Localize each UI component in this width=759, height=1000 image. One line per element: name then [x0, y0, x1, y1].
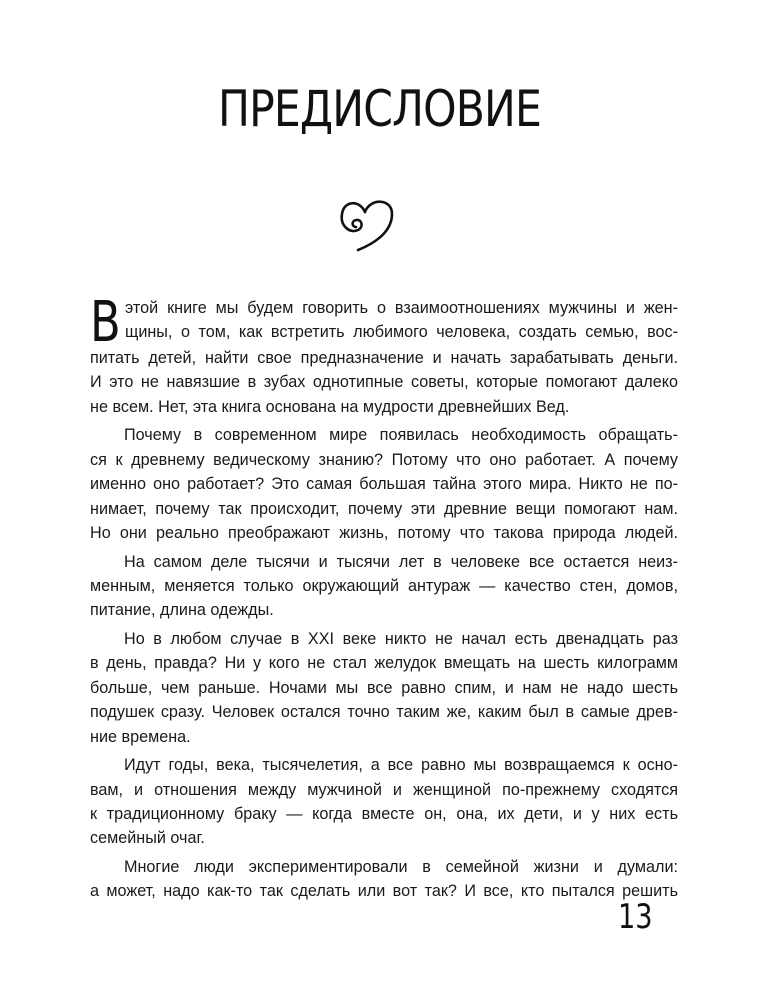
text-line: Но они реально преображают жизнь, потому что такова природа людей.: [90, 524, 678, 543]
body-text: [90, 290, 678, 908]
text-line: больше, чем раньше. Ночами мы все равно спим, и нам не надо шесть: [90, 678, 678, 697]
text-line: ние времена.: [90, 727, 191, 746]
text-line: питание, длина одежды.: [90, 601, 274, 620]
text-line: менным, меняется только окружающий антураж — качество стен, домов,: [90, 577, 678, 596]
intro-paragraph: [90, 290, 678, 419]
page-number: 13: [618, 897, 653, 937]
text-line: этой книге мы будем говорить о взаимоотношениях мужчины и жен-: [125, 299, 678, 317]
chapter-title: ПРЕДИСЛОВИЕ: [218, 80, 541, 138]
text-line: Но в любом случае в XXI веке никто не начал есть двенадцать раз: [124, 630, 678, 649]
text-line: подушек сразу. Человек остался точно таким же, каким был в самые древ-: [90, 703, 678, 722]
text-line: И это не навязшие в зубах однотипные советы, которые помогают далеко: [90, 373, 678, 392]
text-line: Почему в современном мире появилась необходимость обращать-: [124, 426, 678, 445]
text-line: Многие люди экспериментировали в семейной жизни и думали:: [124, 858, 678, 877]
text-line: к традиционному браку — когда вместе он, она, их дети, и у них есть: [90, 805, 678, 824]
text-line: в день, правда? Ни у кого не стал желудок вмещать на шесть килограмм: [90, 654, 678, 673]
text-line: семейный очаг.: [90, 829, 205, 848]
text-line: а может, надо как-то так сделать или вот так? И все, кто пытался решить: [90, 882, 678, 901]
paragraph: [90, 423, 678, 545]
text-line: не всем. Нет, эта книга основана на мудрости древнейших Вед.: [90, 397, 570, 416]
text-line: На самом деле тысячи и тысячи лет в человеке все остается неиз-: [124, 552, 678, 571]
text-line: щины, о том, как встретить любимого человека, создать семью, вос-: [125, 323, 678, 342]
text-line: вам, и отношения между мужчиной и женщиной по-прежнему сходятся: [90, 780, 678, 799]
heart-swirl-ornament-icon: [330, 190, 400, 260]
text-line: именно оно работает? Это самая большая тайна этого мира. Никто не по-: [90, 475, 678, 494]
text-line: ся к древнему ведическому знанию? Потому что оно работает. А почему: [90, 450, 678, 469]
paragraph: [90, 855, 678, 904]
drop-cap: В: [90, 290, 121, 355]
paragraph: [90, 627, 678, 749]
text-line: нимает, почему так происходит, почему эти древние вещи помогают нам.: [90, 499, 678, 518]
paragraph: [90, 550, 678, 623]
text-line: питать детей, найти свое предназначение и начать зарабатывать деньги.: [90, 349, 678, 367]
paragraph: [90, 753, 678, 851]
text-line: Идут годы, века, тысячелетия, а все равно мы возвращаемся к осно-: [124, 756, 678, 775]
